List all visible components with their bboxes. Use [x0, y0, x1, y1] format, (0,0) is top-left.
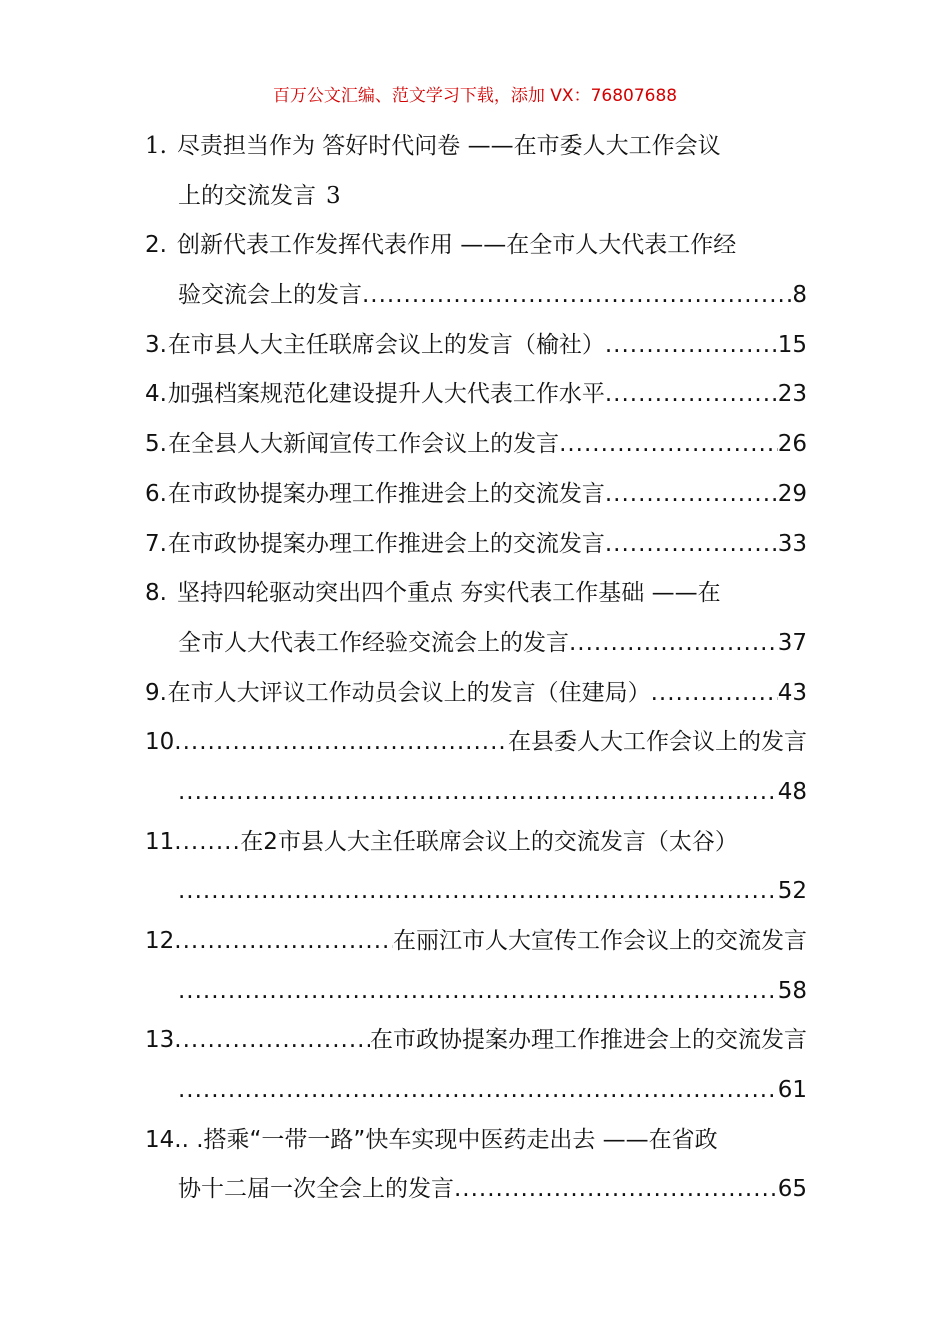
toc-number: 12 [145, 928, 175, 954]
dot-leader [174, 917, 393, 967]
toc-number: 6. [145, 480, 167, 507]
toc-number: 3. [145, 331, 167, 358]
toc-entry-3[interactable] [145, 321, 807, 371]
toc-title: 验交流会上的发言 [178, 282, 362, 309]
toc-page-number: 15 [777, 331, 807, 358]
toc-number: 8. [145, 580, 167, 607]
toc-entry-2-line2[interactable] [145, 271, 807, 321]
toc-title: 在市政协提案办理工作推进会上的交流发言 [167, 530, 605, 557]
toc-page-number: 48 [777, 778, 807, 805]
dot-leader [559, 420, 778, 470]
toc-number: 9. [145, 679, 167, 706]
toc-title: 尽责担当作为 答好时代问卷 ——在市委人大工作会议 [176, 133, 721, 159]
toc-entry-13-line2[interactable] [145, 1066, 807, 1116]
dot-leader [178, 867, 778, 917]
toc-title: 在全县人大新闻宣传工作会议上的发言 [168, 431, 560, 458]
download-notice: 百万公文汇编、范文学习下载，添加 VX：76807688 [272, 86, 678, 106]
toc-page-number: 43 [777, 679, 807, 706]
toc-title: 在县委人大工作会议上的发言 [508, 729, 807, 756]
dot-leader [569, 619, 778, 669]
toc-entry-11-line1[interactable] [145, 818, 807, 868]
toc-entry-8-line2[interactable] [145, 619, 807, 669]
dot-leader [605, 520, 778, 570]
toc-title: 全市人大代表工作经验交流会上的发言 [178, 629, 569, 656]
dot-leader [174, 1016, 370, 1066]
toc-title: 在市政协提案办理工作推进会上的交流发言 [370, 1027, 807, 1054]
toc-entry-5[interactable] [145, 420, 807, 470]
toc-page-number: 23 [777, 381, 807, 408]
toc-entry-1-line1[interactable] [145, 122, 807, 172]
dot-leader [651, 669, 778, 719]
toc-page-number: 33 [777, 530, 807, 557]
toc-number: 5. [145, 431, 167, 458]
toc-title: 创新代表工作发挥代表作用 ——在全市人大代表工作经 [176, 232, 737, 259]
toc-entry-1-line2[interactable] [145, 172, 807, 222]
toc-title: 加强档案规范化建设提升人大代表工作水平 [167, 381, 605, 408]
toc-page-number: 52 [777, 878, 807, 905]
toc-entry-10-line1[interactable] [145, 718, 807, 768]
toc-page-number: 65 [777, 1176, 807, 1203]
toc-title: . .搭乘“一带一路”快车实现中医药走出去 ——在省政 [181, 1126, 718, 1153]
toc-page-number: 37 [777, 629, 807, 656]
table-of-contents [145, 122, 807, 1215]
toc-entry-9[interactable] [145, 669, 807, 719]
toc-title: 协十二届一次全会上的发言 [178, 1176, 454, 1203]
dot-leader [605, 470, 778, 520]
dot-leader [178, 967, 778, 1017]
toc-title: 坚持四轮驱动突出四个重点 夯实代表工作基础 ——在 [176, 580, 721, 607]
toc-page-number: 61 [777, 1077, 807, 1104]
dot-leader [454, 1165, 778, 1215]
toc-entry-12-line2[interactable] [145, 967, 807, 1017]
toc-entry-13-line1[interactable] [145, 1016, 807, 1066]
toc-page-number: 26 [777, 431, 807, 458]
toc-entry-4[interactable] [145, 370, 807, 420]
toc-number: 1. [145, 133, 167, 159]
dot-leader [605, 370, 778, 420]
toc-page-number: 58 [777, 977, 807, 1004]
dot-leader [605, 321, 778, 371]
toc-title: 在市县人大主任联席会议上的发言（榆社） [167, 331, 605, 358]
toc-page-number: 8 [792, 282, 807, 309]
toc-number: 10 [145, 729, 175, 756]
toc-number: 13 [145, 1027, 175, 1054]
toc-entry-14-line2[interactable] [145, 1165, 807, 1215]
toc-page-number: 3 [326, 182, 341, 209]
toc-title: 上的交流发言 [178, 182, 316, 209]
dot-leader [178, 768, 778, 818]
toc-entry-6[interactable] [145, 470, 807, 520]
dot-leader [362, 271, 792, 321]
toc-title: 在2市县人大主任联席会议上的交流发言（太谷） [240, 828, 738, 855]
toc-number: 14. [145, 1126, 182, 1153]
dot-leader [174, 818, 240, 868]
toc-entry-8-line1[interactable] [145, 569, 807, 619]
toc-title: 在市政协提案办理工作推进会上的交流发言 [167, 480, 605, 507]
toc-entry-2-line1[interactable] [145, 221, 807, 271]
toc-title: 在市人大评议工作动员会议上的发言（住建局） [167, 679, 651, 706]
toc-number: 2. [145, 232, 167, 259]
toc-page-number: 29 [777, 480, 807, 507]
toc-number: 11 [145, 828, 175, 855]
dot-leader [174, 718, 508, 768]
toc-number: 7. [145, 530, 167, 557]
toc-title: 在丽江市人大宣传工作会议上的交流发言 [393, 928, 807, 954]
toc-number: 4. [145, 381, 167, 408]
toc-entry-12-line1[interactable] [145, 917, 807, 967]
toc-entry-10-line2[interactable] [145, 768, 807, 818]
toc-entry-7[interactable] [145, 520, 807, 570]
toc-entry-14-line1[interactable] [145, 1116, 807, 1166]
toc-entry-11-line2[interactable] [145, 867, 807, 917]
dot-leader [178, 1066, 778, 1116]
